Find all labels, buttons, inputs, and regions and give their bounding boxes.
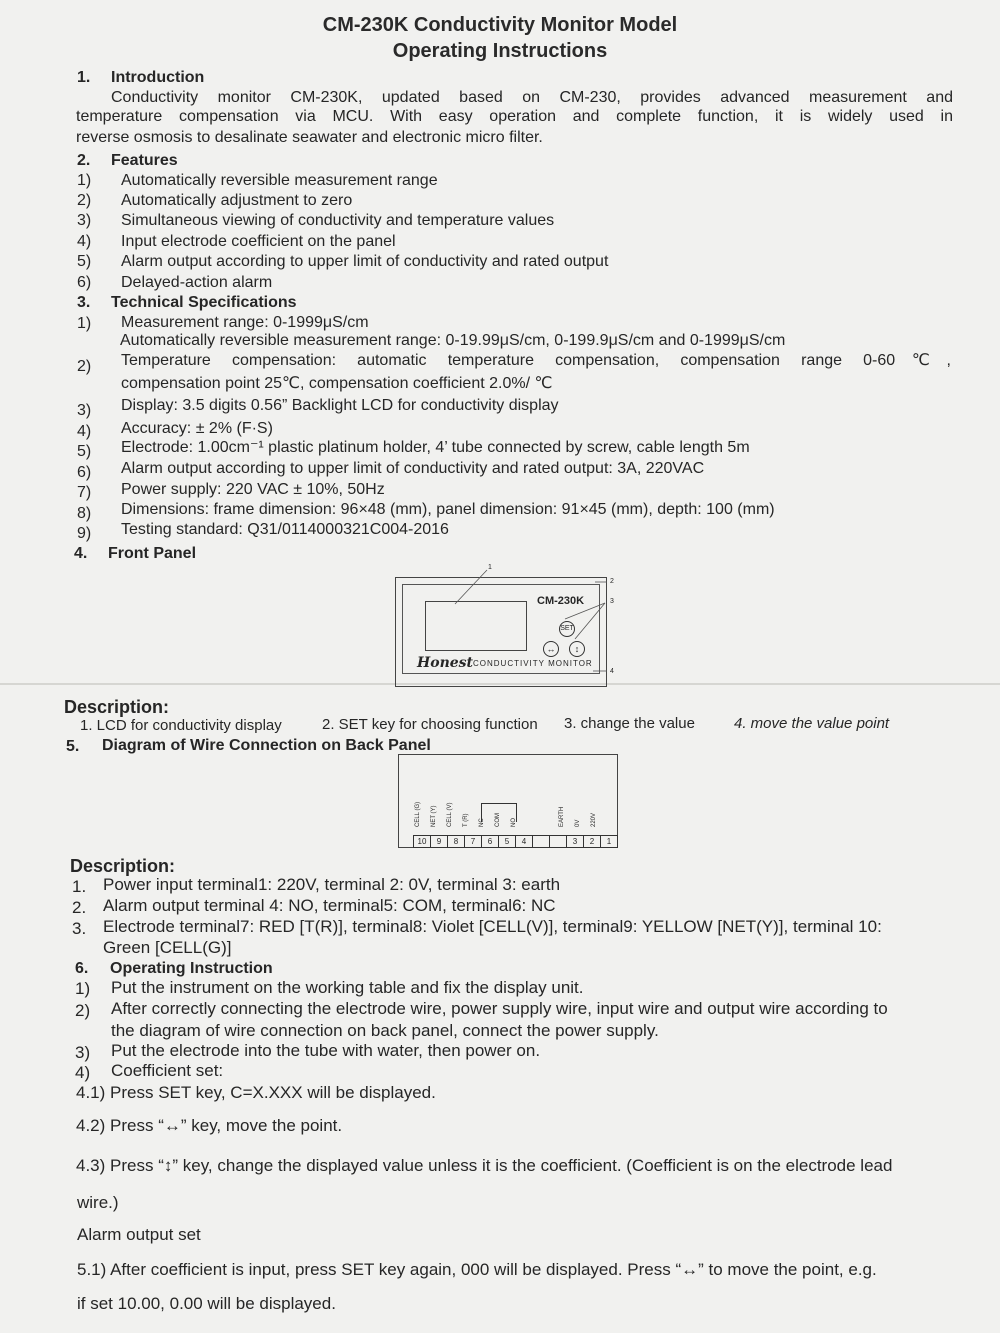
description-item-set: 2. SET key for choosing function (322, 716, 538, 733)
description-heading: Description: (70, 856, 176, 876)
features-number: 2. (77, 152, 91, 169)
list-item-number: 5) (77, 443, 92, 460)
list-item-number: 6) (77, 274, 92, 291)
terminal-label: 0V (575, 819, 581, 827)
terminal: 8 (448, 836, 465, 847)
terminal-label: NET (Y) (431, 805, 437, 827)
list-item-number: 6) (77, 464, 92, 481)
spec-compensation-point: compensation point 25℃, compensation coefficient 2.0%/ ℃ (121, 375, 553, 392)
list-item: Power input terminal1: 220V, terminal 2: 0V, terminal 3: earth (103, 875, 561, 894)
description-item-lcd: 1. LCD for conductivity display (80, 717, 282, 734)
specs-number: 3. (77, 294, 91, 311)
document-title: CM-230K Conductivity Monitor Model (322, 14, 678, 36)
callout-number: 2 (610, 578, 614, 585)
list-item: Electrode: 1.00cm⁻¹ plastic platinum holder, 4’ tube connected by screw, cable length 5m (121, 439, 750, 456)
features-heading: Features (111, 152, 178, 169)
list-item: Automatically reversible measurement range (121, 172, 438, 189)
terminal: 3 (567, 836, 584, 847)
operating-step: Put the electrode into the tube with water, then power on. (111, 1041, 541, 1060)
terminal (550, 836, 567, 847)
list-item: Input electrode coefficient on the panel (121, 233, 396, 250)
list-item: Accuracy: ± 2% (F·S) (121, 420, 273, 437)
terminal-block (413, 835, 618, 848)
list-item-number: 3) (77, 212, 92, 229)
specs-heading: Technical Specifications (111, 294, 297, 311)
operating-step: Put the instrument on the working table and fix the display unit. (111, 978, 584, 997)
list-item-number: 1) (75, 979, 91, 998)
terminal-label: NC (479, 818, 485, 827)
front-panel-heading: Front Panel (108, 545, 197, 562)
operating-heading: Operating Instruction (110, 960, 273, 977)
list-item-continuation: Green [CELL(G)] (103, 938, 232, 957)
list-item-number: 1) (77, 315, 92, 332)
list-item-number: 4) (77, 233, 92, 250)
list-item-number: 3. (72, 919, 87, 938)
list-item-number: 2) (77, 192, 92, 209)
list-item-number: 2. (72, 898, 87, 917)
callout-number: 3 (610, 598, 614, 605)
operating-step: After correctly connecting the electrode wire, power supply wire, input wire and output wire according to (111, 999, 888, 1018)
coefficient-step-2: 4.2) Press “↔” key, move the point. (76, 1116, 343, 1135)
front-panel-diagram (395, 564, 614, 687)
intro-line-2: temperature compensation via MCU. With easy operation and complete function, it is widely used in (76, 108, 953, 125)
operating-number: 6. (75, 960, 89, 977)
list-item-number: 9) (77, 525, 92, 542)
terminal-label: CELL (G) (415, 801, 421, 827)
list-item: Dimensions: frame dimension: 96×48 (mm), panel dimension: 91×45 (mm), depth: 100 (mm) (121, 501, 775, 518)
list-item-number: 4) (75, 1063, 91, 1082)
list-item: Display: 3.5 digits 0.56” Backlight LCD for conductivity display (121, 397, 559, 414)
intro-line-3: reverse osmosis to desalinate seawater and electronic micro filter. (76, 129, 543, 146)
wiring-number: 5. (66, 738, 80, 755)
description-item-move: 4. move the value point (734, 715, 890, 732)
alarm-step-1-continuation: if set 10.00, 0.00 will be displayed. (77, 1294, 336, 1313)
wiring-heading: Diagram of Wire Connection on Back Panel (102, 737, 431, 754)
callout-number: 4 (610, 668, 614, 675)
list-item: Electrode terminal7: RED [T(R)], terminal8: Violet [CELL(V)], terminal9: YELLOW [NET(Y)], terminal 10: (103, 917, 882, 936)
change-value-key-icon: ↕ (569, 641, 585, 657)
terminal: 5 (499, 836, 516, 847)
spec-temperature-compensation: Temperature compensation: automatic temperature compensation, compensation range 0-60℃, (121, 352, 951, 369)
terminal-labels (413, 795, 613, 837)
brand-logo: Honest (417, 655, 473, 671)
terminal: 9 (431, 836, 448, 847)
terminal-label: CELL (V) (447, 802, 453, 827)
operating-step-continuation: the diagram of wire connection on back panel, connect the power supply. (111, 1021, 659, 1040)
terminal: 10 (414, 836, 431, 847)
terminal: 1 (606, 837, 612, 846)
description-heading: Description: (64, 697, 170, 717)
brand-subtitle: CONDUCTIVITY MONITOR (473, 659, 593, 668)
list-item-number: 3) (75, 1043, 91, 1062)
coefficient-step-3: 4.3) Press “↕” key, change the displayed value unless it is the coefficient. (Coefficient is on the electrode lead (76, 1156, 893, 1175)
list-item-number: 2) (75, 1001, 91, 1020)
list-item-number: 5) (77, 253, 92, 270)
intro-line-1: Conductivity monitor CM-230K, updated based on CM-230, provides advanced measurement and (111, 89, 953, 106)
operating-step: Coefficient set: (111, 1061, 224, 1080)
terminal: 2 (584, 836, 601, 847)
list-item: Power supply: 220 VAC ± 10%, 50Hz (121, 481, 385, 498)
list-item: Alarm output according to upper limit of conductivity and rated output: 3A, 220VAC (121, 460, 705, 477)
terminal-label: 220V (591, 812, 597, 827)
callout-lines (395, 577, 625, 687)
terminal (533, 836, 550, 847)
coefficient-step-1: 4.1) Press SET key, C=X.XXX will be displayed. (76, 1083, 436, 1102)
list-item-number: 3) (77, 402, 92, 419)
document-subtitle: Operating Instructions (392, 40, 608, 62)
list-item: Automatically adjustment to zero (121, 192, 353, 209)
callout-number: 1 (488, 564, 492, 571)
intro-heading: Introduction (111, 69, 205, 86)
move-point-key-icon: ↔ (543, 641, 559, 657)
terminal: 4 (516, 836, 533, 847)
list-item-number: 2) (77, 358, 92, 375)
spec-measurement-range: Measurement range: 0-1999μS/cm (121, 314, 369, 331)
set-key: SET (559, 621, 575, 637)
terminal-label: COM (495, 813, 501, 827)
terminal-label: T (R) (463, 813, 469, 827)
terminal: 6 (482, 836, 499, 847)
spec-reversible-range: Automatically reversible measurement range: 0-19.99μS/cm, 0-199.9μS/cm and 0-1999μS/cm (120, 332, 786, 349)
list-item: Testing standard: Q31/0114000321C004-2016 (121, 521, 449, 538)
alarm-output-heading: Alarm output set (77, 1225, 201, 1244)
terminal-label: EARTH (559, 806, 565, 827)
panel-model-label: CM-230K (537, 595, 585, 607)
list-item: Alarm output according to upper limit of conductivity and rated output (121, 253, 609, 270)
list-item-number: 1. (72, 877, 87, 896)
list-item: Simultaneous viewing of conductivity and temperature values (121, 212, 555, 229)
front-panel-number: 4. (74, 545, 88, 562)
intro-number: 1. (77, 69, 91, 86)
list-item-number: 4) (77, 423, 92, 440)
terminal-label: NO (511, 818, 517, 827)
alarm-step-1: 5.1) After coefficient is input, press SET key again, 000 will be displayed. Press “↔” to move the point, e.g. (77, 1260, 877, 1279)
list-item-number: 8) (77, 505, 92, 522)
coefficient-step-3-continuation: wire.) (77, 1193, 119, 1212)
description-item-change: 3. change the value (564, 715, 695, 732)
list-item: Delayed-action alarm (121, 274, 273, 291)
back-panel-diagram (398, 754, 618, 848)
list-item: Alarm output terminal 4: NO, terminal5: COM, terminal6: NC (103, 896, 556, 915)
list-item-number: 7) (77, 484, 92, 501)
list-item-number: 1) (77, 172, 92, 189)
terminal: 7 (465, 836, 482, 847)
